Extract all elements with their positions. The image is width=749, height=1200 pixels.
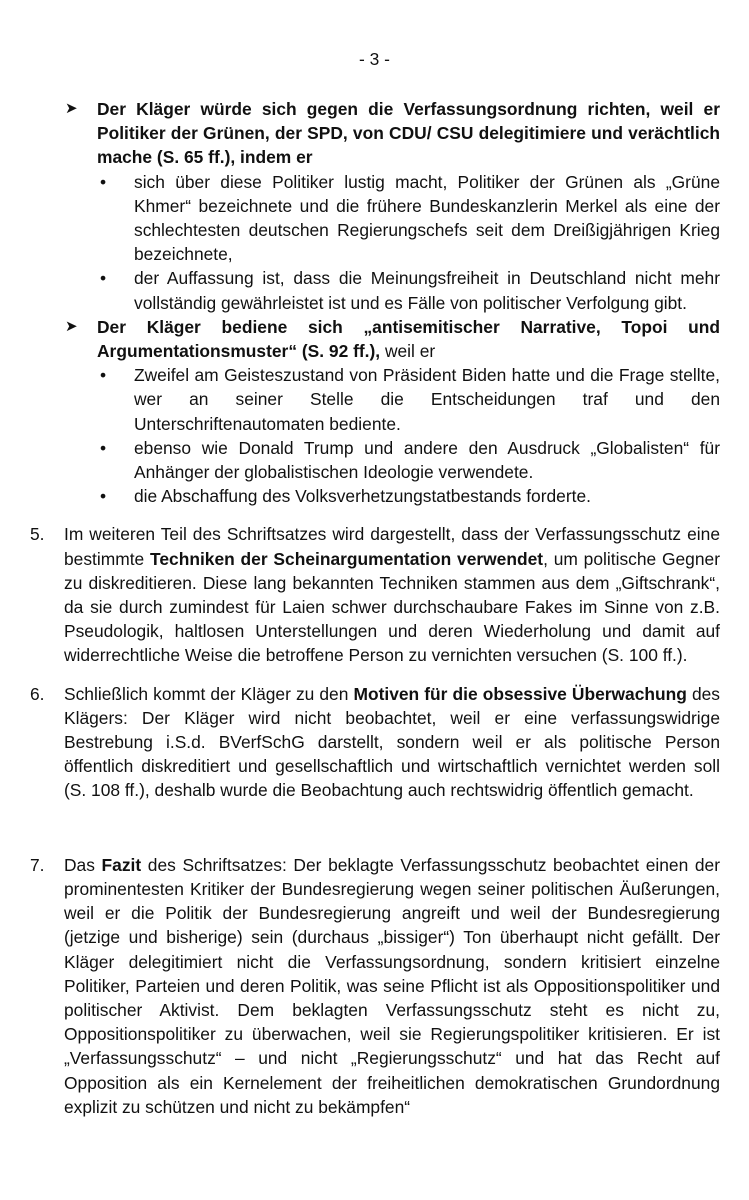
paragraph-number: 7.	[30, 854, 45, 875]
bullet-text: die Abschaffung des Volksverhetzungstatbestands forderte.	[134, 486, 591, 507]
bullet-item	[0, 170, 720, 267]
paragraph-bold: Techniken der Scheinargumentation verwendet	[150, 548, 544, 569]
paragraph-bold: Motiven für die obsessive Überwachung	[353, 683, 687, 704]
paragraph-text: , um politische Gegner zu diskreditieren. Diese lang bekannten Techniken stammen aus dem „Giftschrank“, da sie durch zumindest für Laien schwer durchschaubare Fakes im Sinne von z.B. Pseudologik, haltlosen Unterstellungen und deren Wiederholung und damit auf widerrechtliche Weise die betroffene Person zu vernichten versuchen (S. 100 ff.).	[64, 548, 720, 666]
bullet-dot-icon: •	[100, 365, 107, 386]
bullet-dot-icon: •	[100, 268, 107, 289]
document-body	[0, 97, 749, 1119]
arrow-bullet-icon: ➤	[65, 100, 78, 117]
bullet-dot-icon: •	[100, 171, 107, 192]
bullet-item	[0, 484, 720, 508]
bullet-text: ebenso wie Donald Trump und andere den Ausdruck „Globalisten“ für Anhänger der globalistischen Ideologie verwendete.	[134, 437, 720, 483]
paragraph-bold: Fazit	[101, 854, 142, 875]
paragraph-number: 6.	[30, 683, 45, 704]
bullet-list-delegitimation	[0, 170, 749, 315]
bullet-item	[0, 436, 720, 484]
paragraph-text: Im weiteren Teil des Schriftsatzes wird dargestellt, dass der Verfassungsschutz eine bestimmte	[64, 524, 720, 569]
arrow-item-bold: Der Kläger bediene sich „antisemitischer Narrative, Topoi und Argumentationsmuster“ (S. 92 ff.),	[97, 316, 720, 362]
arrow-item-rest: weil er	[380, 341, 436, 362]
bullet-text: der Auffassung ist, dass die Meinungsfreiheit in Deutschland nicht mehr vollständig gewährleistet ist und es Fälle von politischer Verfolgung gibt.	[134, 268, 720, 313]
paragraph-5	[0, 522, 720, 667]
arrow-item-antisemitism	[0, 315, 720, 363]
paragraph-number: 5.	[30, 524, 45, 545]
paragraph-text: Schließlich kommt der Kläger zu den	[64, 683, 354, 704]
bullet-item	[0, 363, 720, 436]
bullet-dot-icon: •	[100, 486, 107, 507]
paragraph-text: des Klägers: Der Kläger wird nicht beobachtet, weil er eine verfassungswidrige Bestrebung i.S.d. BVerfSchG darstellt, sondern weil er als politische Person öffentlich diskreditiert und gesellschaftlich und wirtschaftlich vernichtet werden soll (S. 108 ff.), deshalb wurde die Beobachtung auch rechtswidrig öffentlich gemacht.	[64, 683, 720, 801]
paragraph-6	[0, 682, 720, 803]
arrow-bullet-icon: ➤	[65, 317, 78, 335]
arrow-item-delegitimation	[0, 97, 720, 170]
paragraph-text: Das	[64, 854, 102, 875]
bullet-list-antisemitism	[0, 363, 749, 508]
bullet-text: sich über diese Politiker lustig macht, Politiker der Grünen als „Grüne Khmer“ bezeichnete und die frühere Bundeskanzlerin Merkel als eine der schlechtesten deutschen Regierungschefs seit dem Dreißigjährigen Krieg bezeichnete,	[134, 171, 720, 265]
arrow-item-bold: Der Kläger würde sich gegen die Verfassungsordnung richten, weil er Politiker der Grünen, der SPD, von CDU/ CSU delegitimiere und verächtlich mache (S. 65 ff.), indem er	[97, 99, 720, 168]
page-number: - 3 -	[359, 49, 390, 69]
paragraph-7	[0, 853, 720, 1119]
bullet-dot-icon: •	[100, 437, 107, 458]
paragraph-text: des Schriftsatzes: Der beklagte Verfassungsschutz beobachtet einen der prominentesten Kritiker der Bundesregierung wegen seiner politischen Äußerungen, weil er die Politik der Bundesregierung angreift und weil der Bundesregierung (jetzige und bisherige) sein (durchaus „bissiger“) Ton überhaupt nicht gefällt. Der Kläger delegitimiert nicht die Verfassungsordnung, sondern kritisiert einzelne Politiker, Parteien und deren Politik, was seine Pflicht ist als Oppositionspolitiker und politischer Aktivist. Dem beklagten Verfassungsschutz steht es nicht zu, Oppositionspolitiker zu überwachen, weil sie Regierungspolitiker kritisieren. Er ist „Verfassungsschutz“ – und nicht „Regierungsschutz“ und hat das Recht auf Opposition als ein Kernelement der freiheitlichen demokratischen Grundordnung explizit zu schützen und nicht zu bekämpfen“	[64, 854, 720, 1117]
bullet-text: Zweifel am Geisteszustand von Präsident Biden hatte und die Frage stellte, wer an seiner Stelle die Entscheidungen traf und den Unterschriftenautomaten bediente.	[134, 365, 720, 434]
section-4-summary	[0, 97, 749, 508]
bullet-item	[0, 266, 720, 314]
